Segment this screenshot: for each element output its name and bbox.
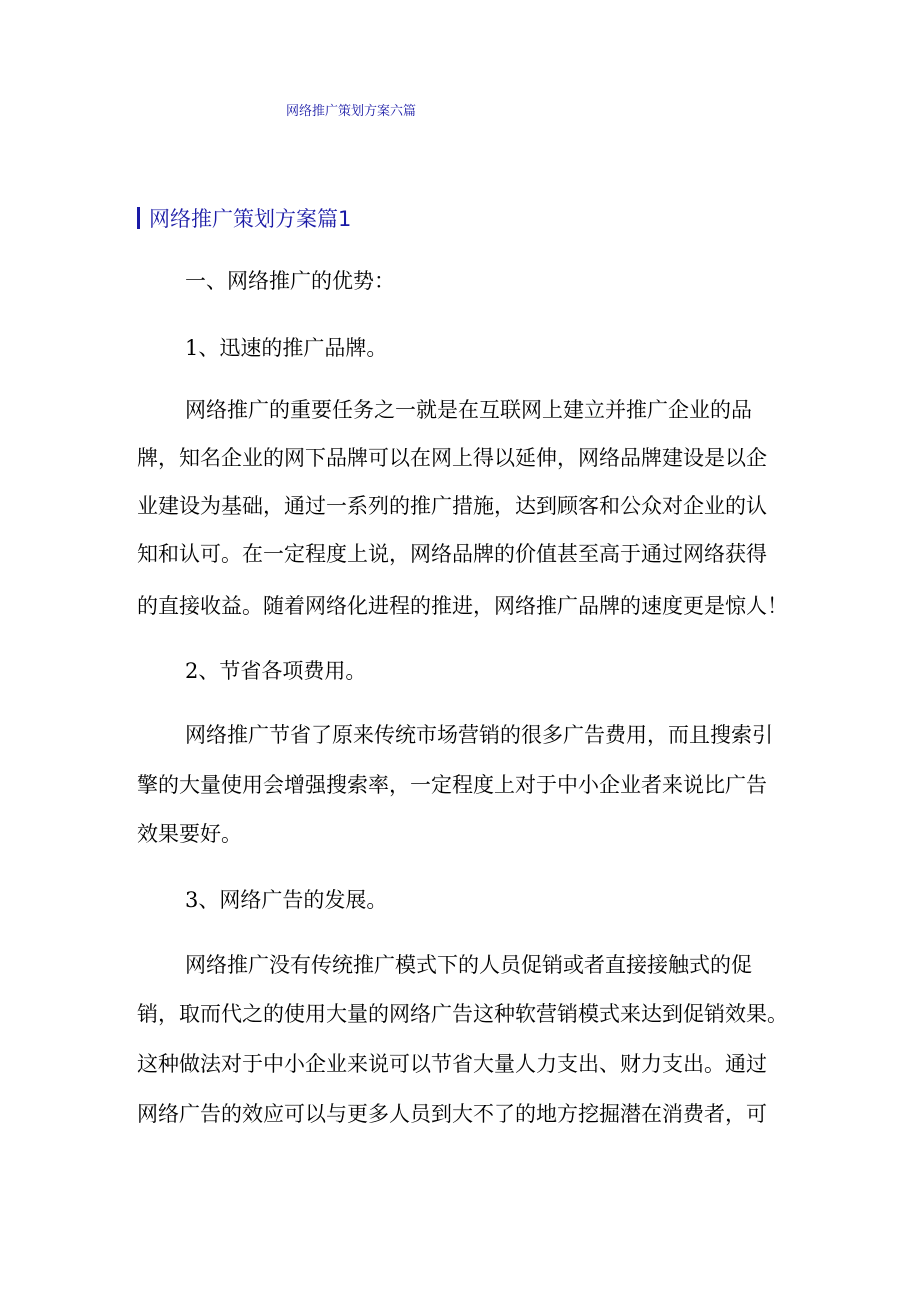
paragraph-line: 网络推广节省了原来传统市场营销的很多广告费用，而且搜索引 bbox=[185, 723, 773, 747]
section-heading-text: 网络推广策划方案篇1 bbox=[149, 207, 352, 231]
document-title: 网络推广策划方案六篇 bbox=[286, 104, 417, 119]
subheading-advantages: 一、网络推广的优势： bbox=[185, 269, 395, 293]
paragraph-line: 的直接收益。随着网络化进程的推进，网络推广品牌的速度更是惊人！ bbox=[137, 594, 788, 618]
paragraph-line: 这种做法对于中小企业来说可以节省大量人力支出、财力支出。通过 bbox=[137, 1052, 767, 1076]
paragraph-line: 网络推广的重要任务之一就是在互联网上建立并推广企业的品 bbox=[185, 398, 752, 422]
section-heading bbox=[137, 203, 351, 233]
heading-bar-marker bbox=[137, 207, 140, 229]
paragraph-line: 效果要好。 bbox=[137, 822, 242, 846]
paragraph-line: 业建设为基础，通过一系列的推广措施，达到顾客和公众对企业的认 bbox=[137, 494, 767, 518]
list-item-title: 1、迅速的推广品牌。 bbox=[185, 336, 388, 360]
paragraph-line: 知和认可。在一定程度上说，网络品牌的价值甚至高于通过网络获得 bbox=[137, 542, 767, 566]
paragraph-line: 擎的大量使用会增强搜索率，一定程度上对于中小企业者来说比广告 bbox=[137, 773, 767, 797]
list-item-title: 2、节省各项费用。 bbox=[185, 659, 367, 683]
paragraph-line: 销，取而代之的使用大量的网络广告这种软营销模式来达到促销效果。 bbox=[137, 1002, 788, 1026]
list-item-title: 3、网络广告的发展。 bbox=[185, 888, 388, 912]
paragraph-line: 牌，知名企业的网下品牌可以在网上得以延伸，网络品牌建设是以企 bbox=[137, 446, 767, 470]
paragraph-line: 网络推广没有传统推广模式下的人员促销或者直接接触式的促 bbox=[185, 953, 752, 977]
paragraph-line: 网络广告的效应可以与更多人员到大不了的地方挖掘潜在消费者，可 bbox=[137, 1102, 767, 1126]
